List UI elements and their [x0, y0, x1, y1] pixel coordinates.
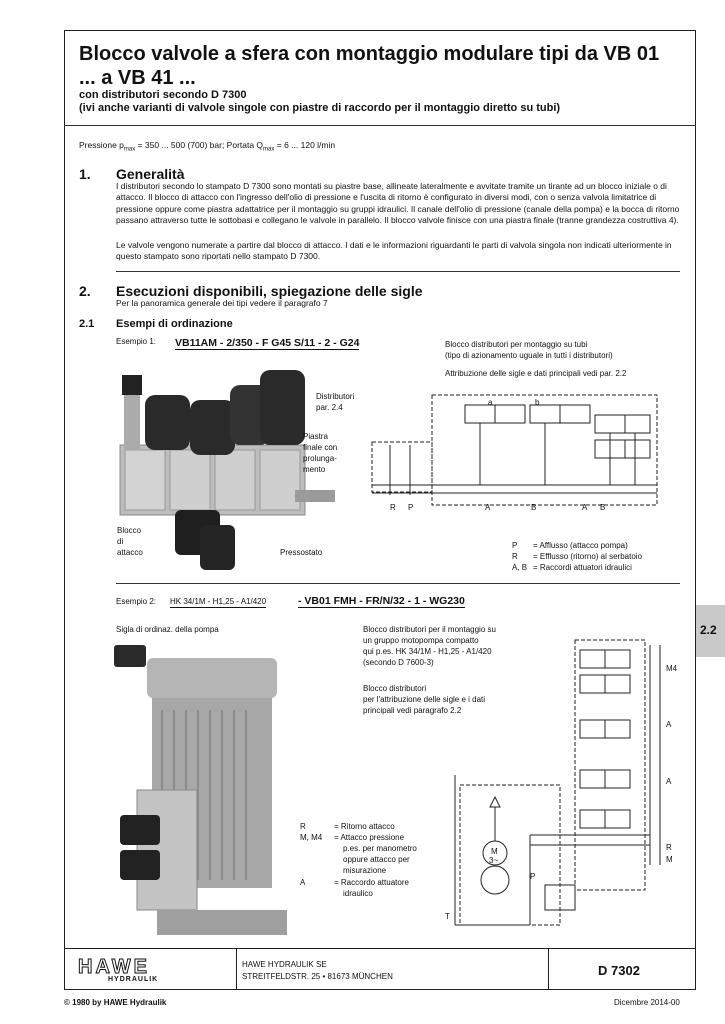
legend1-key-p: P	[512, 541, 518, 550]
example2-note1-1: Blocco distributori per il montaggio su	[363, 625, 496, 634]
section-tab: 2.2	[696, 605, 725, 657]
section21-title: Esempi di ordinazione	[116, 318, 233, 330]
schematic2-label-a1: A	[666, 720, 672, 729]
example2-note1-4: (secondo D 7600-3)	[363, 658, 434, 667]
schematic1-label-b: b	[535, 398, 540, 407]
divider	[64, 125, 696, 126]
subtitle-line1: con distributori secondo D 7300	[79, 89, 247, 101]
schematic1-label-r: R	[390, 503, 396, 512]
section21-number: 2.1	[79, 318, 95, 330]
callout-distributori-2: par. 2.4	[316, 403, 343, 412]
motor-sublabel: 3~	[489, 856, 499, 865]
legend2-text-m3: oppure attacco per	[343, 855, 410, 864]
page-title: Blocco valvole a sfera con montaggio modulare tipi da VB 01 ... a VB 41 ...	[79, 43, 660, 89]
schematic1-label-a: a	[488, 398, 493, 407]
legend2-text-a2: idraulico	[343, 889, 373, 898]
schematic2-label-a2: A	[666, 777, 672, 786]
hawe-logo: HAWE HYDRAULIK	[78, 956, 159, 983]
legend1-text-ab: = Raccordi attuatori idraulici	[533, 563, 632, 572]
callout-piastra-1: Piastra	[303, 432, 328, 441]
example2-pump-code: HK 34/1M - H1,25 - A1/420	[170, 597, 267, 606]
example2-code: - VB01 FMH - FR/N/32 - 1 - WG230	[298, 595, 465, 607]
example2-pump-label: Sigla di ordinaz. della pompa	[116, 625, 219, 634]
issue-date: Dicembre 2014-00	[614, 998, 680, 1007]
section1-text2: Le valvole vengono numerate a partire dal blocco di attacco. I dati e le informazioni riguardanti le parti di valvola singola non indicati ulteriormente in questo stampato sono riportati nello stampato D 7300.	[116, 240, 672, 262]
example2-note2-2: per l'attribuzione delle sigle e i dati	[363, 695, 486, 704]
footer-divider	[548, 948, 549, 990]
schematic1-label-a2: A	[582, 503, 588, 512]
legend2-key-r: R	[300, 822, 306, 831]
callout-blocco-1: Blocco	[117, 526, 142, 535]
schematic2-label-p: P	[530, 872, 536, 881]
example2-note1-2: un gruppo motopompa compatto	[363, 636, 479, 645]
company-name: HAWE HYDRAULIK SE	[242, 960, 327, 969]
legend2-text-r: = Ritorno attacco	[334, 822, 395, 831]
subtitle-line2: (ivi anche varianti di valvole singole con piastre di raccordo per il montaggio diretto su tubi)	[79, 102, 561, 114]
schematic1-label-b2: B	[600, 503, 606, 512]
example1-note1-line1: Blocco distributori per montaggio su tubi	[445, 340, 588, 349]
divider	[116, 583, 680, 584]
legend1-text-p: = Afflusso (attacco pompa)	[533, 541, 628, 550]
schematic2-label-r: R	[666, 843, 672, 852]
schematic2-label-m: M	[666, 855, 673, 864]
section1-title: Generalità	[116, 166, 185, 182]
callout-piastra-2: finale con	[303, 443, 338, 452]
section2-number: 2.	[79, 283, 91, 299]
section1-number: 1.	[79, 166, 91, 182]
legend2-key-a: A	[300, 878, 306, 887]
callout-piastra-3: prolunga-	[303, 454, 337, 463]
callout-blocco-3: attacco	[117, 548, 143, 557]
callout-distributori-1: Distributori	[316, 392, 355, 401]
schematic2-label-m4: M4	[666, 664, 678, 673]
divider	[116, 271, 680, 272]
legend2-key-m: M, M4	[300, 833, 323, 842]
callout-pressostato: Pressostato	[280, 548, 323, 557]
schematic1-label-p: P	[408, 503, 414, 512]
doc-number: D 7302	[598, 963, 640, 978]
example2-note1-3: qui p.es. HK 34/1M - H1,25 - A1/420	[363, 647, 492, 656]
legend2-text-m: = Attacco pressione	[334, 833, 405, 842]
legend2-text-a: = Raccordo attuatore	[334, 878, 409, 887]
section1-text: I distributori secondo lo stampato D 7300 sono montati su piastre base, allineate lateralmente e avvitate tramite un tirante ad un blocco iniziale o di attacco. Il blocco di attacco con l'ingresso dell'olio di pressione e l'uscita di ritorno è configurato in diversi modi, con o senza valvola limitatrice di pressione oppure come piastra adattatrice per il montaggio su gruppi idraulici. Il canale dell'olio di pressione (canale della pompa) e la bocca di ritorno passano attraverso tutte le sottobasi e collegano le valvole in parallelo. Il blocco valvole finisce con una piastra finale (tranne grandezza costruttiva 4).	[116, 181, 680, 226]
section2-note: Per la panoramica generale dei tipi vedere il paragrafo 7	[116, 298, 328, 308]
schematic1-label-b1: B	[531, 503, 537, 512]
callout-piastra-4: mento	[303, 465, 326, 474]
legend1-key-ab: A, B	[512, 563, 528, 572]
hydraulic-schematic-2	[435, 635, 680, 935]
legend2-text-m4: misurazione	[343, 866, 387, 875]
example2-label: Esempio 2:	[116, 597, 157, 606]
legend1-key-r: R	[512, 552, 518, 561]
motor-pump-photo	[112, 640, 297, 940]
example1-code: VB11AM - 2/350 - F G45 S/11 - 2 - G24	[175, 337, 360, 349]
copyright: © 1980 by HAWE Hydraulik	[64, 998, 167, 1007]
example2-note2-3: principali vedi paragrafo 2.2	[363, 706, 462, 715]
hydraulic-schematic-1	[370, 385, 670, 515]
callout-blocco-2: di	[117, 537, 124, 546]
section2-title: Esecuzioni disponibili, spiegazione delle sigle	[116, 283, 423, 299]
legend1-text-r: = Efflusso (ritorno) al serbatoio	[533, 552, 643, 561]
example2-note2-1: Blocco distributori	[363, 684, 427, 693]
specs-line: Pressione $p_{max} = 350$ ... 500 (700) bar; Portata $Q_{max} = 6$ ... 120 l/min	[79, 140, 336, 153]
motor-label: M	[491, 847, 498, 856]
example1-note2: Attribuzione delle sigle e dati principali vedi par. 2.2	[445, 369, 627, 378]
schematic2-label-t: T	[445, 912, 450, 921]
example1-label: Esempio 1:	[116, 337, 157, 346]
legend2-text-m2: p.es. per manometro	[343, 844, 417, 853]
schematic1-label-a1: A	[485, 503, 491, 512]
footer-divider	[236, 948, 237, 990]
example1-note1-line2: (tipo di azionamento uguale in tutti i distributori)	[445, 351, 613, 360]
company-address: STREITFELDSTR. 25 • 81673 MÜNCHEN	[242, 972, 393, 981]
